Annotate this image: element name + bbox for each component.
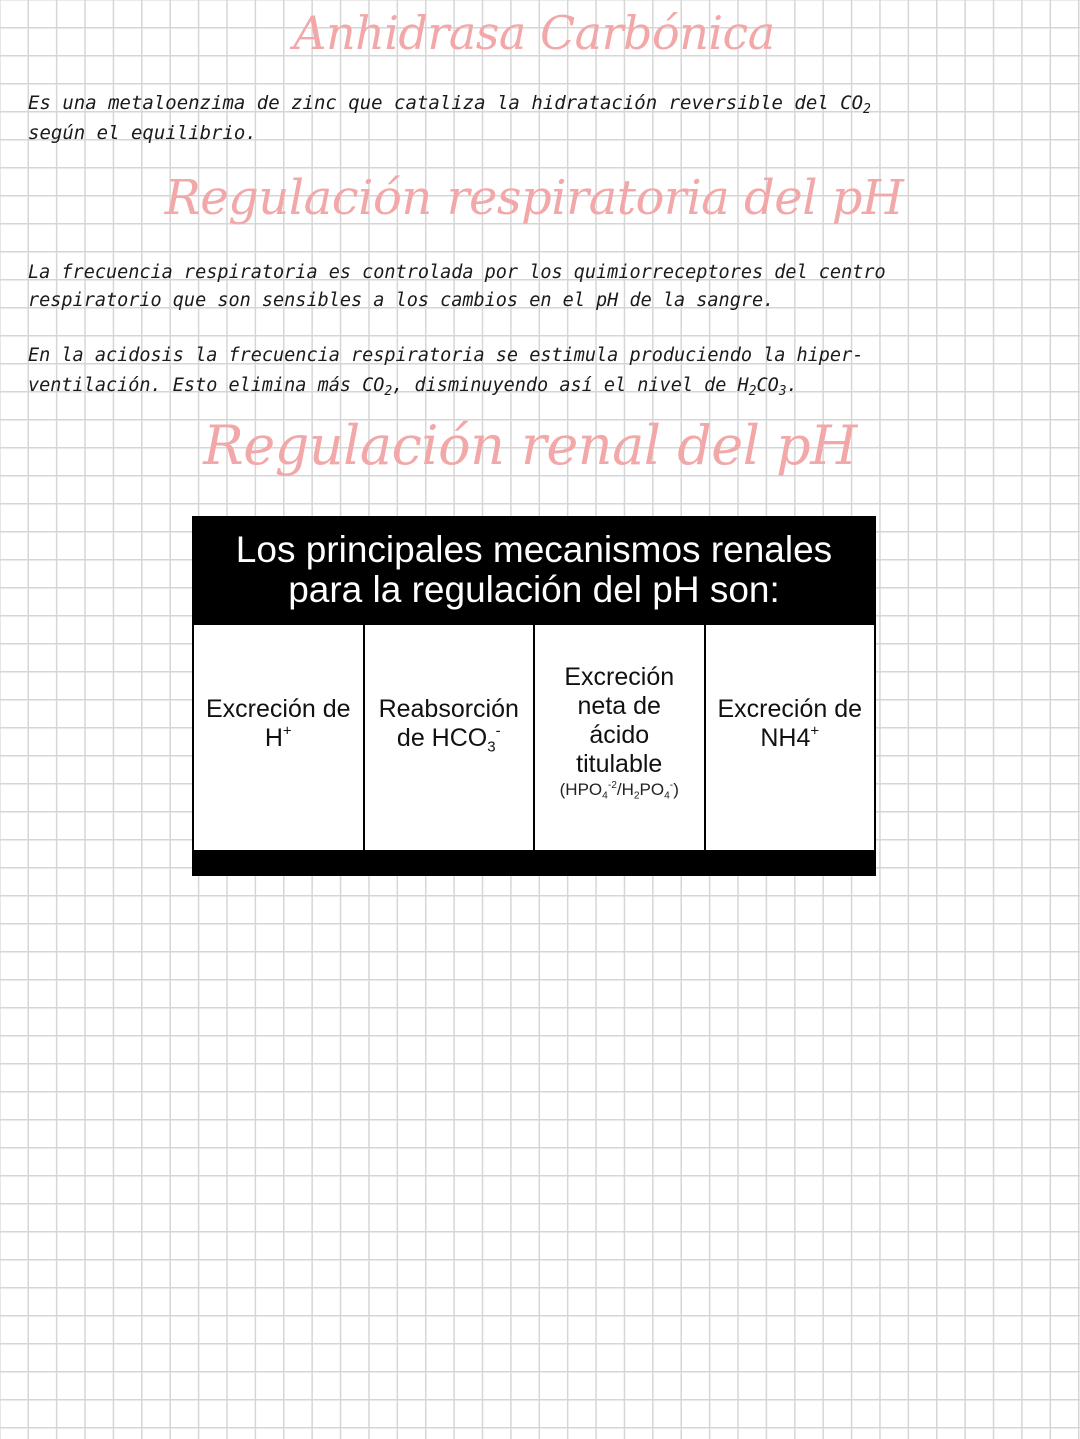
cell-excrecion-nh4 (706, 625, 875, 850)
text-line: , disminuyendo así el nivel de H (392, 375, 749, 396)
title-anhidrasa-carbonica: Anhidrasa Carbónica (293, 6, 775, 60)
superscript: - (495, 722, 501, 739)
cell-acido-titulable (535, 625, 704, 850)
formula: PO (639, 779, 665, 799)
subscript: 2 (748, 384, 757, 399)
text-line: Es una metaloenzima de zinc que cataliza la hidratación reversible del CO (28, 92, 864, 114)
table-header (192, 516, 876, 625)
subscript: 2 (863, 102, 871, 117)
subscript: 4 (664, 790, 670, 802)
subscript: 3 (487, 737, 496, 755)
cell-text: Excreción de (717, 694, 863, 723)
subscript: 2 (633, 790, 640, 802)
title-regulacion-renal: Regulación renal del pH (203, 414, 857, 477)
table-header-line: Los principales mecanismos renales (235, 529, 833, 570)
formula: (HPO (559, 779, 603, 799)
formula: ) (673, 779, 679, 799)
text-line: CO (756, 375, 779, 396)
paragraph-anhidrasa-line2: según el equilibrio. (28, 122, 257, 144)
superscript: + (810, 722, 820, 739)
cell-text: ácido (589, 720, 650, 749)
text-line: . (786, 375, 798, 396)
paragraph-respiratoria-1-line2: respiratorio que son sensibles a los cambios en el pH de la sangre. (28, 290, 775, 311)
cell-text: neta de (577, 691, 661, 720)
cell-text: Reabsorción (378, 694, 519, 723)
cell-text: titulable (576, 749, 663, 778)
cell-text (265, 724, 292, 753)
formula: H (264, 723, 283, 752)
subscript: 3 (778, 384, 787, 399)
formula: de HCO (396, 723, 488, 752)
formula: /H (616, 779, 634, 799)
cell-text (760, 724, 819, 753)
table-header-line: para la regulación del pH son: (288, 569, 780, 610)
cell-text (397, 724, 501, 753)
cell-excrecion-h (194, 625, 363, 850)
paragraph-respiratoria-2-line2 (28, 375, 798, 399)
cell-reabsorcion-hco3 (365, 625, 534, 850)
superscript: -2 (607, 779, 617, 791)
text-line: ventilación. Esto elimina más CO (28, 375, 385, 396)
subscript: 2 (384, 384, 393, 399)
superscript: + (282, 722, 292, 739)
cell-note-phosphate (560, 779, 679, 801)
formula: NH4 (760, 723, 811, 752)
paragraph-anhidrasa-line1 (28, 92, 871, 117)
title-regulacion-respiratoria: Regulación respiratoria del pH (164, 170, 904, 226)
cell-text: Excreción de (205, 694, 351, 723)
paragraph-respiratoria-2-line1: En la acidosis la frecuencia respiratoria se estimula produciendo la hiper- (28, 345, 864, 366)
renal-mechanisms-table (192, 516, 876, 876)
table-cells (194, 625, 874, 850)
subscript: 4 (602, 790, 608, 802)
superscript: - (669, 779, 674, 791)
paragraph-respiratoria-1-line1: La frecuencia respiratoria es controlada por los quimiorreceptores del centro (28, 262, 886, 283)
cell-text: Excreción (564, 662, 675, 691)
